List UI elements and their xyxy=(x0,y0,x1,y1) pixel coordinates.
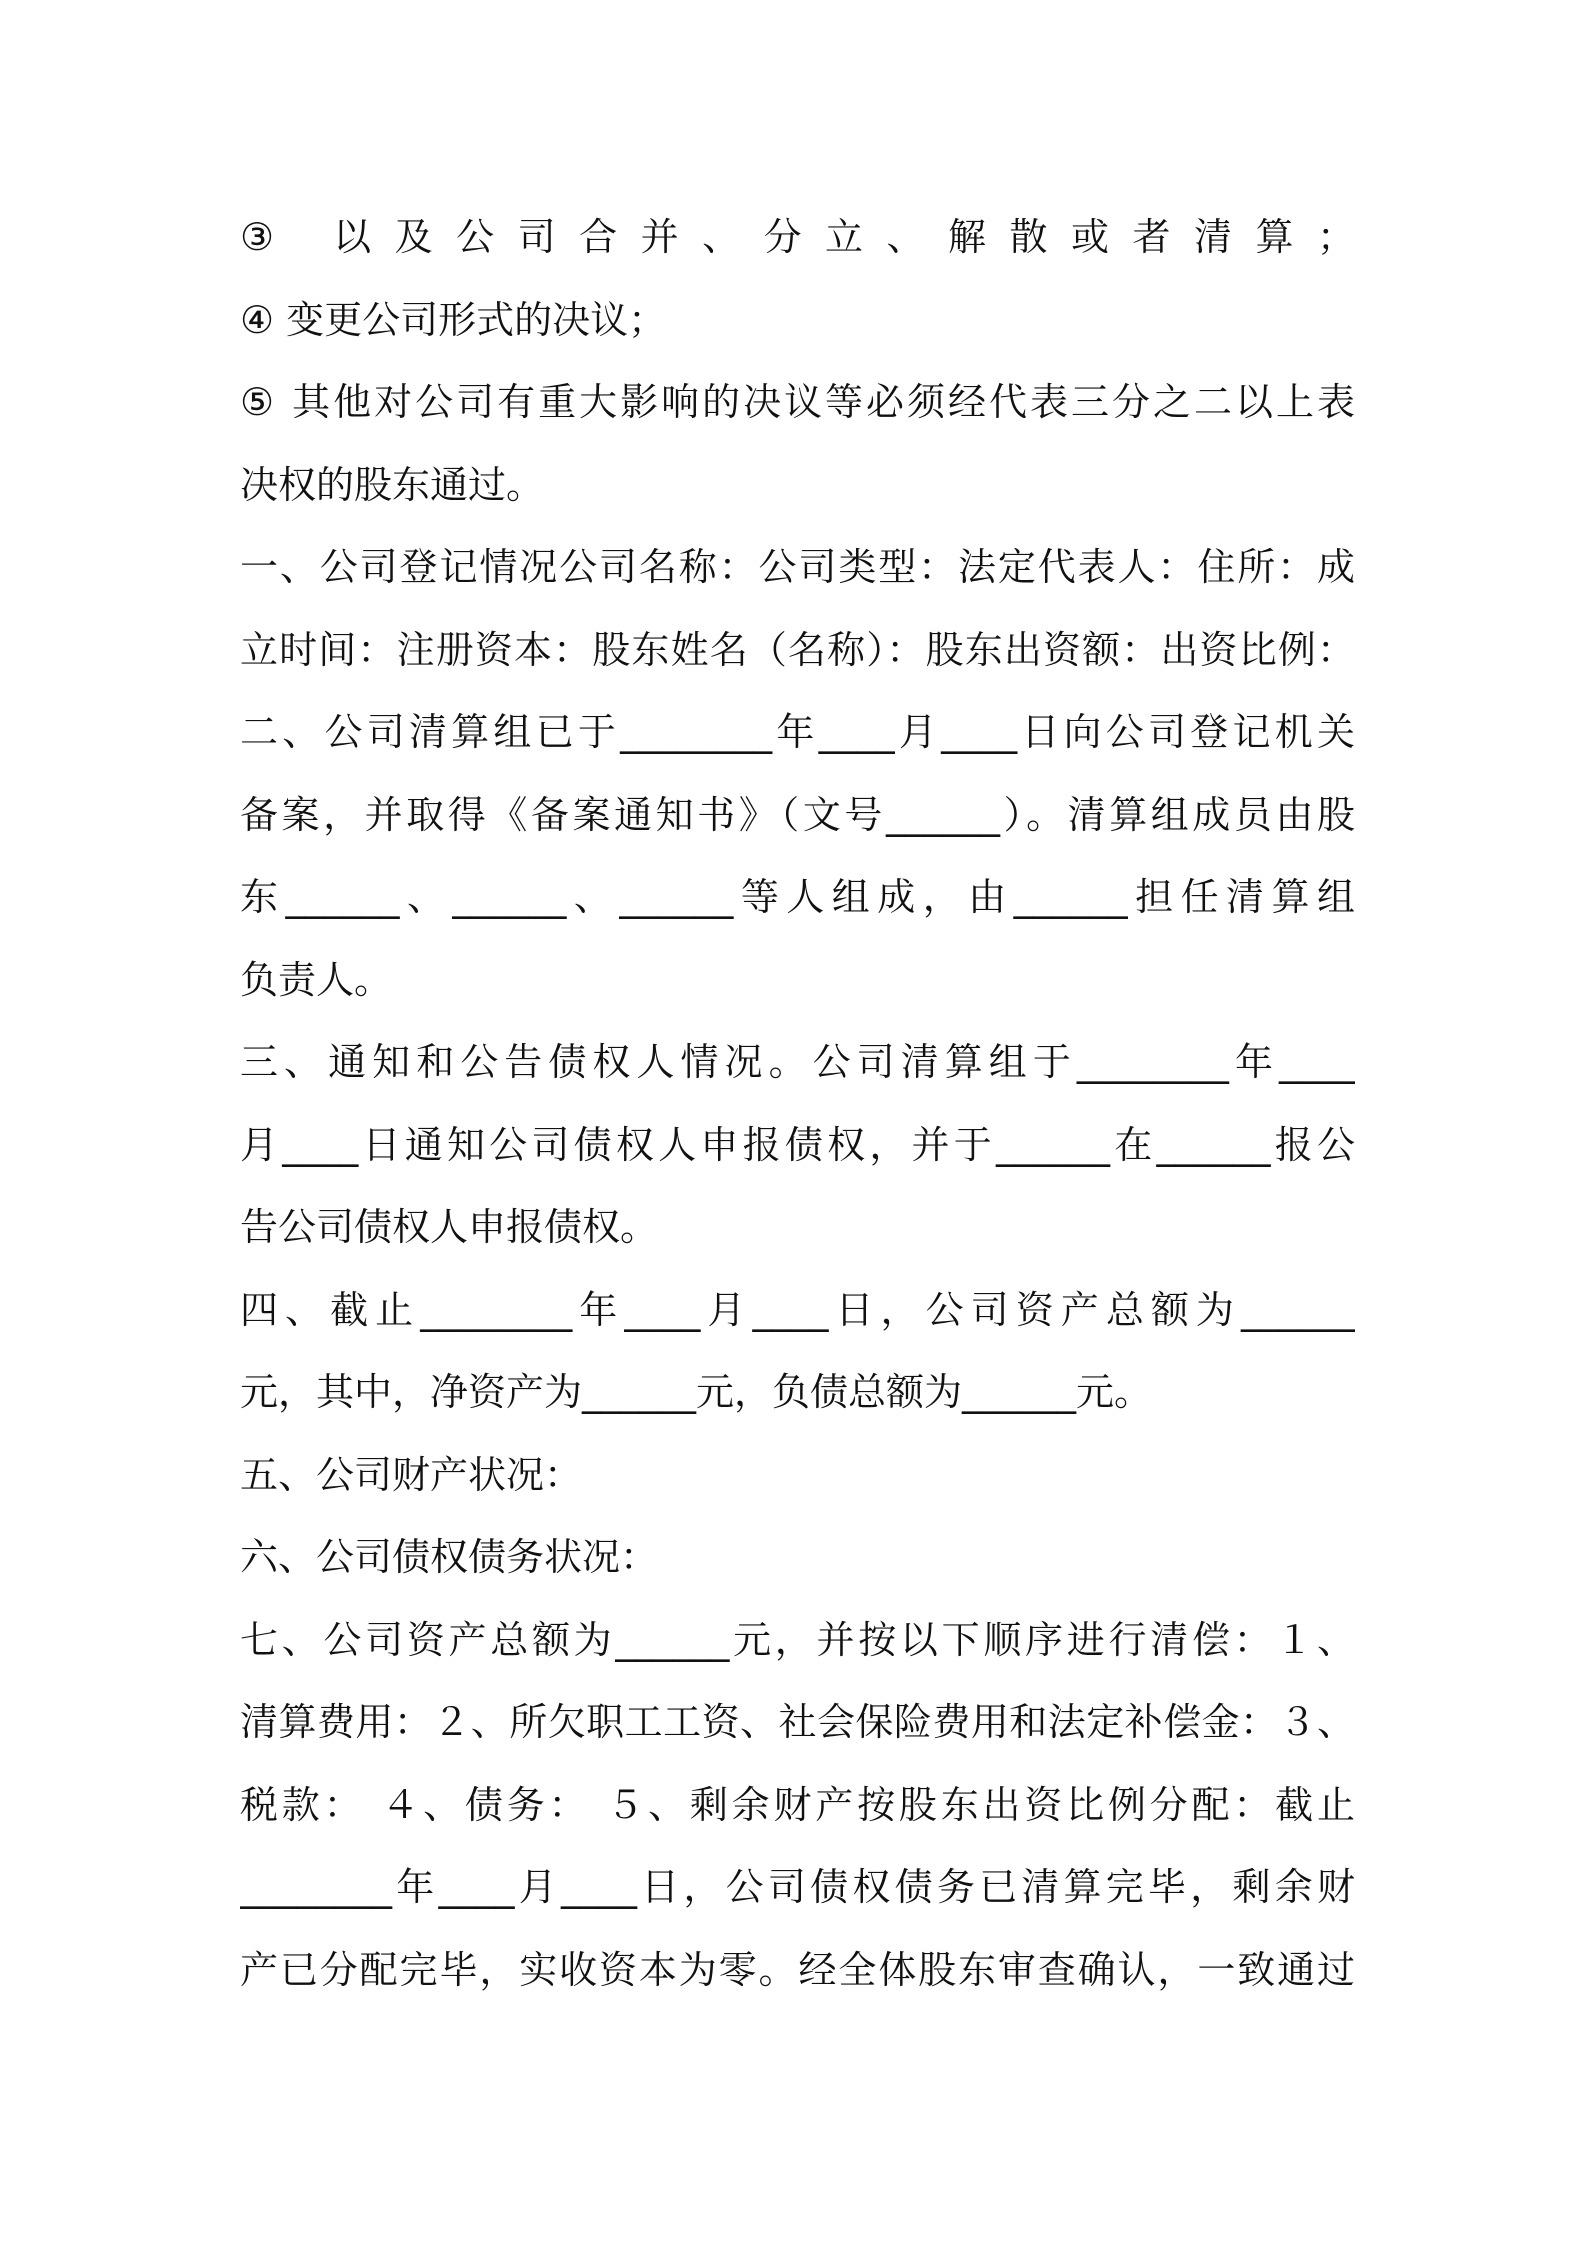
section-5-line: 五、公司财产状况： xyxy=(240,1452,583,1497)
section-2-line-4: 负责人。 xyxy=(240,957,393,1002)
section-2-line-2: 备案，并取得《备案通知书》（文号______）。清算组成员由股 xyxy=(240,792,1355,837)
item-5-line-2: 决权的股东通过。 xyxy=(240,462,545,507)
section-7-line-5: 产已分配完毕，实收资本为零。经全体股东审查确认，一致通过 xyxy=(240,1947,1355,1992)
section-7-line-1: 七、公司资产总额为______元，并按以下顺序进行清偿：１、 xyxy=(240,1617,1355,1662)
item-5-line-1: ⑤ 其他对公司有重大影响的决议等必须经代表三分之二以上表 xyxy=(240,380,1355,424)
section-6-line: 六、公司债权债务状况： xyxy=(240,1535,659,1579)
section-3-line-3: 告公司债权人申报债权。 xyxy=(240,1205,659,1249)
section-4-line-2: 元，其中，净资产为______元，负债总额为______元。 xyxy=(240,1370,1153,1414)
section-1-line-2: 立时间：注册资本：股东姓名（名称）：股东出资额：出资比例： xyxy=(240,627,1355,672)
section-2-line-1: 二、公司清算组已于________年____月____日向公司登记机关 xyxy=(240,710,1355,754)
item-4-line: ④ 变更公司形式的决议； xyxy=(240,297,667,342)
section-7-line-4: ________年____月____日，公司债权债务已清算完毕，剩余财 xyxy=(240,1865,1355,1909)
section-3-line-2: 月____日通知公司债权人申报债权，并于______在______报公 xyxy=(240,1122,1355,1167)
section-7-line-2: 清算费用：２、所欠职工工资、社会保险费用和法定补偿金：３、 xyxy=(240,1700,1355,1744)
document-body xyxy=(240,196,1355,2011)
section-7-line-3: 税款： ４、债务： ５、剩余财产按股东出资比例分配：截止 xyxy=(240,1782,1355,1827)
section-2-line-3: 东______、______、______等人组成，由______担任清算组 xyxy=(240,875,1355,919)
section-3-line-1: 三、通知和公告债权人情况。公司清算组于________年____ xyxy=(240,1040,1355,1084)
section-1-line-1: 一、公司登记情况公司名称：公司类型：法定代表人：住所：成 xyxy=(240,545,1355,589)
section-4-line-1: 四、截止________年____月____日，公司资产总额为______ xyxy=(240,1287,1355,1332)
item-3-line: ③ 以及公司合并、分立、解散或者清算； xyxy=(240,215,1355,259)
